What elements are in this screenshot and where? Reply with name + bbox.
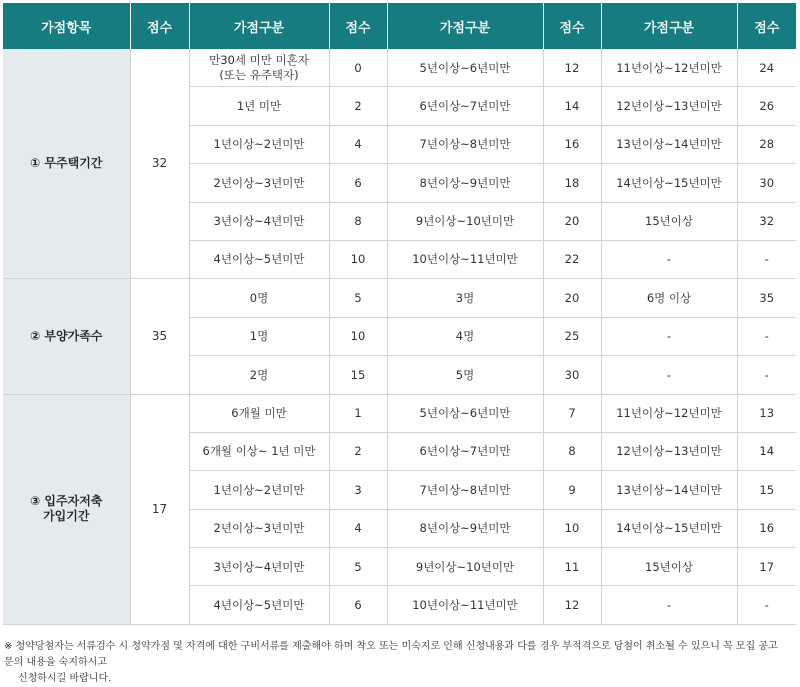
category-cell: ② 부양가족수 — [3, 279, 130, 394]
score-cell: 28 — [737, 125, 796, 163]
criteria-cell: 8년이상~9년미만 — [387, 164, 543, 202]
criteria-cell: 6년이상~7년미만 — [387, 87, 543, 125]
criteria-cell: 2명 — [189, 356, 329, 394]
header-cell: 가점구분 — [601, 3, 737, 49]
criteria-cell: 13년이상~14년미만 — [601, 471, 737, 509]
category-total-cell: 32 — [130, 49, 189, 279]
score-cell: 14 — [543, 87, 601, 125]
score-cell: 15 — [329, 356, 387, 394]
score-cell: 0 — [329, 49, 387, 87]
criteria-cell: 11년이상~12년미만 — [601, 394, 737, 432]
header-cell: 가점항목 — [3, 3, 130, 49]
score-cell: 18 — [543, 164, 601, 202]
score-cell: 6 — [329, 164, 387, 202]
header-cell: 점수 — [130, 3, 189, 49]
header-cell: 가점구분 — [387, 3, 543, 49]
score-cell: 30 — [543, 356, 601, 394]
score-cell: 4 — [329, 125, 387, 163]
criteria-cell: 5년이상~6년미만 — [387, 49, 543, 87]
criteria-cell: 3년이상~4년미만 — [189, 202, 329, 240]
criteria-cell: 3년이상~4년미만 — [189, 548, 329, 586]
score-cell: 2 — [329, 87, 387, 125]
criteria-cell: - — [601, 240, 737, 278]
criteria-cell: 7년이상~8년미만 — [387, 471, 543, 509]
criteria-cell: 5명 — [387, 356, 543, 394]
criteria-cell: - — [601, 356, 737, 394]
criteria-cell: 14년이상~15년미만 — [601, 164, 737, 202]
table-header-row — [3, 3, 796, 49]
table-row — [3, 279, 796, 317]
score-cell: 26 — [737, 87, 796, 125]
score-cell: - — [737, 240, 796, 278]
score-cell: 30 — [737, 164, 796, 202]
criteria-cell: 1년이상~2년미만 — [189, 125, 329, 163]
category-cell: ③ 입주자저축 가입기간 — [3, 394, 130, 624]
criteria-cell: 12년이상~13년미만 — [601, 432, 737, 470]
table-row — [3, 49, 796, 87]
score-cell: 4 — [329, 509, 387, 547]
criteria-cell: 1년이상~2년미만 — [189, 471, 329, 509]
score-cell: 10 — [329, 317, 387, 355]
criteria-cell: 10년이상~11년미만 — [387, 240, 543, 278]
score-cell: 8 — [543, 432, 601, 470]
header-cell: 점수 — [329, 3, 387, 49]
score-cell: 32 — [737, 202, 796, 240]
criteria-cell: 6개월 미만 — [189, 394, 329, 432]
score-cell: 16 — [543, 125, 601, 163]
criteria-cell: 0명 — [189, 279, 329, 317]
footnote-line: ※ 청약당첨자는 서류검수 시 청약가점 및 자격에 대한 구비서류를 제출해야 하며 착오 또는 미숙지로 인해 신청내용과 다를 경우 부적격으로 당첨이 취소될 수 있으니 꼭 모집 공고문의 내용을 숙지하시고 — [4, 641, 778, 668]
score-cell: 13 — [737, 394, 796, 432]
table-row — [3, 394, 796, 432]
score-cell: 5 — [329, 279, 387, 317]
score-cell: - — [737, 586, 796, 624]
criteria-cell: 3명 — [387, 279, 543, 317]
criteria-cell: 6명 이상 — [601, 279, 737, 317]
score-cell: 3 — [329, 471, 387, 509]
criteria-cell: 13년이상~14년미만 — [601, 125, 737, 163]
footnote — [4, 639, 784, 687]
score-cell: 12 — [543, 49, 601, 87]
score-cell: 7 — [543, 394, 601, 432]
criteria-cell: 1년 미만 — [189, 87, 329, 125]
score-cell: 11 — [543, 548, 601, 586]
criteria-cell: 10년이상~11년미만 — [387, 586, 543, 624]
criteria-cell: 7년이상~8년미만 — [387, 125, 543, 163]
score-cell: 10 — [543, 509, 601, 547]
criteria-cell: - — [601, 586, 737, 624]
score-cell: 22 — [543, 240, 601, 278]
criteria-cell: 6년이상~7년미만 — [387, 432, 543, 470]
criteria-cell: 4년이상~5년미만 — [189, 586, 329, 624]
score-cell: 24 — [737, 49, 796, 87]
score-cell: 1 — [329, 394, 387, 432]
header-cell: 점수 — [543, 3, 601, 49]
criteria-cell: 2년이상~3년미만 — [189, 509, 329, 547]
criteria-cell: 12년이상~13년미만 — [601, 87, 737, 125]
criteria-cell: 11년이상~12년미만 — [601, 49, 737, 87]
score-cell: 15 — [737, 471, 796, 509]
score-cell: 20 — [543, 202, 601, 240]
criteria-cell: 8년이상~9년미만 — [387, 509, 543, 547]
footnote-line: 신청하시길 바랍니다. — [18, 673, 112, 684]
criteria-cell: 만30세 미만 미혼자 (또는 유주택자) — [189, 49, 329, 87]
score-cell: 17 — [737, 548, 796, 586]
criteria-cell: 6개월 이상~ 1년 미만 — [189, 432, 329, 470]
criteria-cell: 14년이상~15년미만 — [601, 509, 737, 547]
criteria-cell: 4년이상~5년미만 — [189, 240, 329, 278]
criteria-cell: 15년이상 — [601, 548, 737, 586]
table-body — [3, 49, 796, 624]
header-cell: 가점구분 — [189, 3, 329, 49]
score-cell: 5 — [329, 548, 387, 586]
category-total-cell: 35 — [130, 279, 189, 394]
criteria-cell: 5년이상~6년미만 — [387, 394, 543, 432]
criteria-cell: 2년이상~3년미만 — [189, 164, 329, 202]
criteria-cell: 4명 — [387, 317, 543, 355]
category-total-cell: 17 — [130, 394, 189, 624]
score-cell: 6 — [329, 586, 387, 624]
score-cell: 14 — [737, 432, 796, 470]
score-cell: 10 — [329, 240, 387, 278]
score-cell: - — [737, 356, 796, 394]
criteria-cell: 9년이상~10년미만 — [387, 202, 543, 240]
header-cell: 점수 — [737, 3, 796, 49]
score-cell: 2 — [329, 432, 387, 470]
score-cell: 16 — [737, 509, 796, 547]
criteria-cell: 15년이상 — [601, 202, 737, 240]
category-cell: ① 무주택기간 — [3, 49, 130, 279]
score-cell: 8 — [329, 202, 387, 240]
score-cell: 9 — [543, 471, 601, 509]
score-cell: 25 — [543, 317, 601, 355]
score-cell: 20 — [543, 279, 601, 317]
criteria-cell: 1명 — [189, 317, 329, 355]
score-cell: 35 — [737, 279, 796, 317]
criteria-cell: 9년이상~10년미만 — [387, 548, 543, 586]
score-cell: 12 — [543, 586, 601, 624]
criteria-cell: - — [601, 317, 737, 355]
score-table — [3, 3, 796, 625]
score-cell: - — [737, 317, 796, 355]
